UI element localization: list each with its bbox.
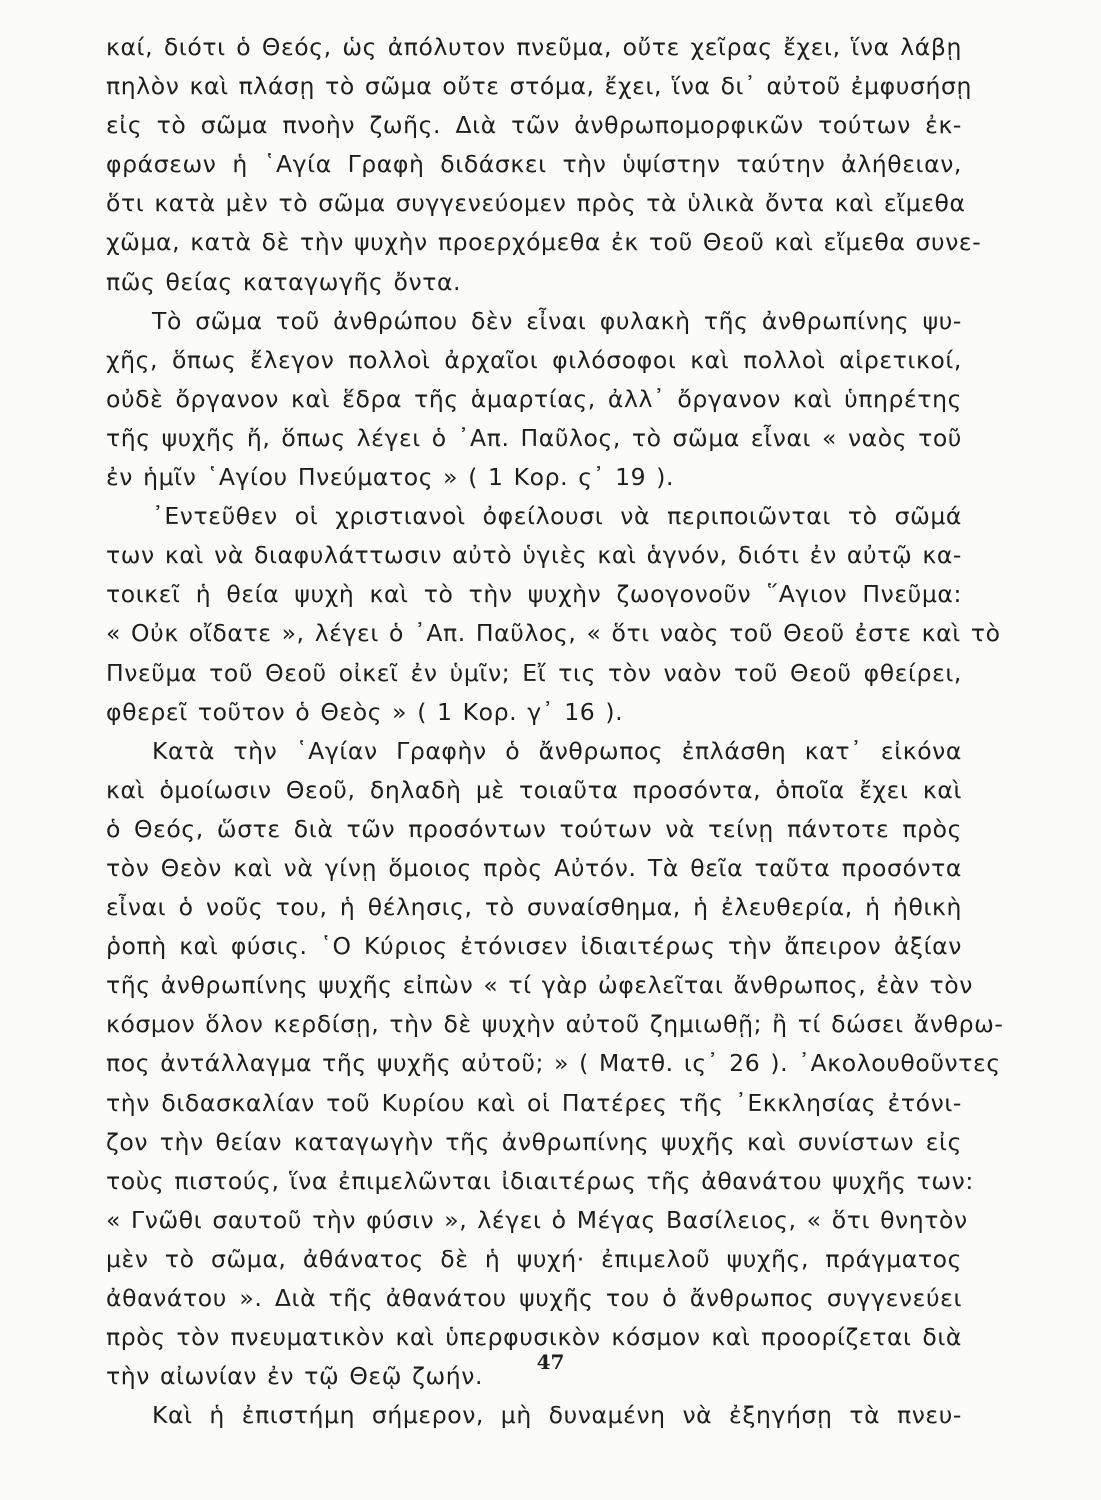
text-line: πος ἀντάλλαγμα τῆς ψυχῆς αὐτοῦ; » ( Ματθ. ις᾿ 26 ). ᾿Ακολουθοῦντες — [106, 1049, 1001, 1078]
text-line: « Γνῶθι σαυτοῦ τὴν φύσιν », λέγει ὁ Μέγας Βασίλειος, « ὅτι θνητὸν — [106, 1205, 968, 1234]
text-line: κόσμον ὅλον κερδίσῃ, τὴν δὲ ψυχὴν αὐτοῦ ζημιωθῇ; ἢ τί δώσει ἄνθρω- — [106, 1010, 1004, 1039]
text-line: εἰς τὸ σῶμα πνοὴν ζωῆς. Διὰ τῶν ἀνθρωπομορφικῶν τούτων ἐκ- — [106, 111, 962, 140]
body-text — [106, 28, 1004, 1435]
paragraph-start-line: Καὶ ἡ ἐπιστήμη σήμερον, μὴ δυναμένη νὰ ἐξηγήσῃ τὰ πνευ- — [152, 1401, 962, 1430]
text-line: τὸν Θεὸν καὶ νὰ γίνῃ ὅμοιος πρὸς Αὐτόν. Τὰ θεῖα ταῦτα προσόντα — [106, 853, 962, 882]
paragraph-end-line: ἐν ἡμῖν ῾Αγίου Πνεύματος » ( 1 Κορ. ς᾿ 19 ). — [106, 463, 675, 492]
text-line: των καὶ νὰ διαφυλάττωσιν αὐτὸ ὑγιὲς καὶ ἁγνόν, διότι ἐν αὐτῷ κα- — [106, 541, 962, 570]
text-line: χῆς, ὅπως ἔλεγον πολλοὶ ἀρχαῖοι φιλόσοφοι καὶ πολλοὶ αἱρετικοί, — [106, 345, 962, 374]
paragraph-end-line: πῶς θείας καταγωγῆς ὄντα. — [106, 267, 462, 296]
text-line: Πνεῦμα τοῦ Θεοῦ οἰκεῖ ἐν ὑμῖν; Εἴ τις τὸν ναὸν τοῦ Θεοῦ φθείρει, — [106, 658, 962, 687]
text-line: τῆς ἀνθρωπίνης ψυχῆς εἰπὼν « τί γὰρ ὠφελεῖται ἄνθρωπος, ἐὰν τὸν — [106, 971, 973, 1000]
text-line: τὴν διδασκαλίαν τοῦ Κυρίου καὶ οἱ Πατέρες τῆς ᾿Εκκλησίας ἐτόνι- — [106, 1088, 962, 1117]
text-line: τοὺς πιστούς, ἵνα ἐπιμελῶνται ἰδιαιτέρως τῆς ἀθανάτου ψυχῆς των: — [106, 1166, 974, 1195]
text-line: ζον τὴν θείαν καταγωγὴν τῆς ἀνθρωπίνης ψυχῆς καὶ συνίστων εἰς — [106, 1127, 962, 1156]
text-line: πηλὸν καὶ πλάσῃ τὸ σῶμα οὔτε στόμα, ἔχει, ἵνα δι᾿ αὐτοῦ ἐμφυσήσῃ — [106, 72, 972, 101]
page-number: 47 — [536, 1350, 565, 1374]
paragraph-start-line: ᾿Εντεῦθεν οἱ χριστιανοὶ ὀφείλουσι νὰ περιποιῶνται τὸ σῶμά — [152, 502, 962, 531]
text-line: οὐδὲ ὄργανον καὶ ἕδρα τῆς ἁμαρτίας, ἀλλ᾿ ὄργανον καὶ ὑπηρέτης — [106, 384, 962, 413]
text-line: ὅτι κατὰ μὲν τὸ σῶμα συγγενεύομεν πρὸς τὰ ὑλικὰ ὄντα καὶ εἴμεθα — [106, 189, 966, 218]
text-line: φράσεων ἡ ῾Αγία Γραφὴ διδάσκει τὴν ὑψίστην ταύτην ἀλήθειαν, — [106, 150, 962, 179]
text-line: ὁ Θεός, ὥστε διὰ τῶν προσόντων τούτων νὰ τείνῃ πάντοτε πρὸς — [106, 814, 962, 843]
text-line: τῆς ψυχῆς ἤ, ὅπως λέγει ὁ ᾿Απ. Παῦλος, τὸ σῶμα εἶναι « ναὸς τοῦ — [106, 423, 962, 452]
text-line: καί, διότι ὁ Θεός, ὡς ἀπόλυτον πνεῦμα, οὔτε χεῖρας ἔχει, ἵνα λάβῃ — [106, 33, 962, 61]
text-line: ῥοπὴ καὶ φύσις. ῾Ο Κύριος ἐτόνισεν ἰδιαιτέρως τὴν ἄπειρον ἀξίαν — [106, 932, 962, 961]
text-line: εἶναι ὁ νοῦς του, ἡ θέλησις, τὸ συναίσθημα, ἡ ἐλευθερία, ἡ ἠθικὴ — [106, 893, 962, 922]
paragraph-start-line: Τὸ σῶμα τοῦ ἀνθρώπου δὲν εἶναι φυλακὴ τῆς ἀνθρωπίνης ψυ- — [152, 306, 962, 335]
text-line: μὲν τὸ σῶμα, ἀθάνατος δὲ ἡ ψυχή· ἐπιμελοῦ ψυχῆς, πράγματος — [106, 1244, 962, 1273]
text-line: « Οὐκ οἴδατε », λέγει ὁ ᾿Απ. Παῦλος, « ὅτι ναὸς τοῦ Θεοῦ ἐστε καὶ τὸ — [106, 619, 1001, 648]
text-line: ἀθανάτου ». Διὰ τῆς ἀθανάτου ψυχῆς του ὁ ἄνθρωπος συγγενεύει — [106, 1284, 962, 1312]
paragraph-end-line: φθερεῖ τοῦτον ὁ Θεὸς » ( 1 Κορ. γ᾿ 16 ). — [106, 697, 624, 726]
text-line: πρὸς τὸν πνευματικὸν καὶ ὑπερφυσικὸν κόσμον καὶ προορίζεται διὰ — [106, 1323, 962, 1352]
text-line: καὶ ὁμοίωσιν Θεοῦ, δηλαδὴ μὲ τοιαῦτα προσόντα, ὁποῖα ἔχει καὶ — [106, 775, 962, 804]
text-line: χῶμα, κατὰ δὲ τὴν ψυχὴν προερχόμεθα ἐκ τοῦ Θεοῦ καὶ εἴμεθα συνε- — [106, 228, 982, 257]
text-line: τοικεῖ ἡ θεία ψυχὴ καὶ τὸ τὴν ψυχὴν ζωογονοῦν ῞Αγιον Πνεῦμα: — [106, 580, 962, 609]
paragraph-start-line: Κατὰ τὴν ῾Αγίαν Γραφὴν ὁ ἄνθρωπος ἐπλάσθη κατ᾿ εἰκόνα — [152, 736, 962, 765]
paragraph-end-line: τὴν αἰωνίαν ἐν τῷ Θεῷ ζωήν. — [106, 1362, 484, 1391]
